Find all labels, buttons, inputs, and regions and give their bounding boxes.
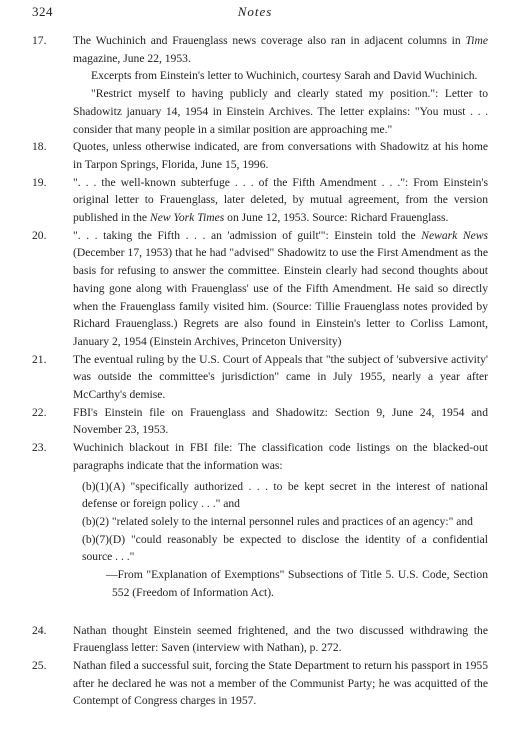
note-text: magazine, June 22, 1953. — [73, 51, 191, 65]
note-25 — [32, 657, 488, 710]
note-text: ". . . taking the Fifth . . . an 'admission of guilt'": Einstein told the — [73, 228, 422, 242]
note-paragraph: Excerpts from Einstein's letter to Wuchinich, courtesy Sarah and David Wuchinich. — [91, 69, 478, 83]
note-number: 18. — [32, 140, 47, 154]
note-22 — [32, 404, 488, 439]
exemption-item: (b)(1)(A) "specifically authorized . . . to be kept secret in the interest of national defense or foreign policy . . ." and — [82, 479, 488, 511]
publication-title: Time — [465, 34, 488, 47]
note-24 — [32, 622, 488, 657]
note-text: The eventual ruling by the U.S. Court of Appeals that "the subject of 'subversive activity' was outside the committee's jurisdiction" came in July 1955, nearly a year after McCarthy's demise. — [73, 352, 488, 402]
note-18 — [32, 138, 488, 173]
notes-list — [32, 32, 488, 710]
note-text: Nathan filed a successful suit, forcing the State Department to return his passport in 1955 after he declared he was not a member of the Communist Party; he was acquitted of the Contempt of Congress charges in 1957. — [73, 658, 488, 708]
note-20 — [32, 227, 488, 351]
note-21 — [32, 351, 488, 404]
section-gap — [32, 602, 488, 622]
note-number: 21. — [32, 352, 47, 366]
note-text: on June 12, 1953. Source: Richard Frauenglass. — [224, 211, 449, 225]
note-17 — [32, 32, 488, 138]
exemption-item: (b)(2) "related solely to the internal personnel rules and practices of an agency:" and — [82, 514, 473, 528]
note-text: ". . . the well-known subterfuge . . . of the Fifth Amendment . . .": From Einstein's original letter to Frauenglass, later deleted, by mutual agreement, from the version published in the — [73, 175, 488, 225]
attribution: —From "Explanation of Exemptions" Subsections of Title 5. U.S. Code, Section 552 (Freedom of Information Act). — [106, 568, 488, 599]
note-23 — [32, 439, 488, 601]
note-number: 24. — [32, 623, 47, 637]
exemption-list — [82, 478, 488, 602]
note-text: FBI's Einstein file on Frauenglass and Shadowitz: Section 9, June 24, 1954 and November 23, 1953. — [73, 405, 488, 437]
note-number: 25. — [32, 658, 47, 672]
note-text: Nathan thought Einstein seemed frightened, and the two discussed withdrawing the Frauenglass letter: Saven (interview with Nathan), p. 272. — [73, 623, 488, 655]
note-number: 19. — [32, 175, 47, 189]
exemption-item: (b)(7)(D) "could reasonably be expected to disclose the identity of a confidential source . . ." — [82, 532, 488, 564]
running-head: Notes — [237, 4, 273, 19]
note-19 — [32, 174, 488, 227]
note-paragraph: "Restrict myself to having publicly and clearly stated my position.": Letter to Shadowitz january 14, 1954 in Einstein Archives. The letter explains: "You must . . . consider that many people in a similar position are approaching me." — [73, 87, 488, 136]
page-number: 324 — [32, 4, 53, 19]
publication-title: New York Times — [149, 211, 225, 225]
note-text: Quotes, unless otherwise indicated, are from conversations with Shadowitz at his home in Tarpon Springs, Florida, June 15, 1996. — [73, 140, 488, 171]
note-number: 20. — [32, 228, 47, 242]
note-text: The Wuchinich and Frauenglass news coverage also ran in adjacent columns in — [73, 34, 466, 47]
note-text: (December 17, 1953) that he had "advised" Shadowitz to use the First Amendment as the basis for refusing to answer the committee. Einstein clearly had second thoughts about having gone along with Frauenglass' use of the Fifth Amendment. He said so directly when the Frauenglass family visited him. (Source: Tillie Frauenglass notes provided by Richard Frauenglass.) Regrets are also found in Einstein's letter to Corliss Lamont, January 2, 1954 (Einstein Archives, Princeton University) — [73, 246, 488, 348]
note-text: Wuchinich blackout in FBI file: The classification code listings on the blacked-out paragraphs indicate that the information was: — [73, 441, 488, 472]
note-number: 22. — [32, 405, 47, 419]
note-number: 17. — [32, 34, 47, 47]
publication-title: Newark News — [421, 228, 488, 242]
note-number: 23. — [32, 441, 47, 455]
